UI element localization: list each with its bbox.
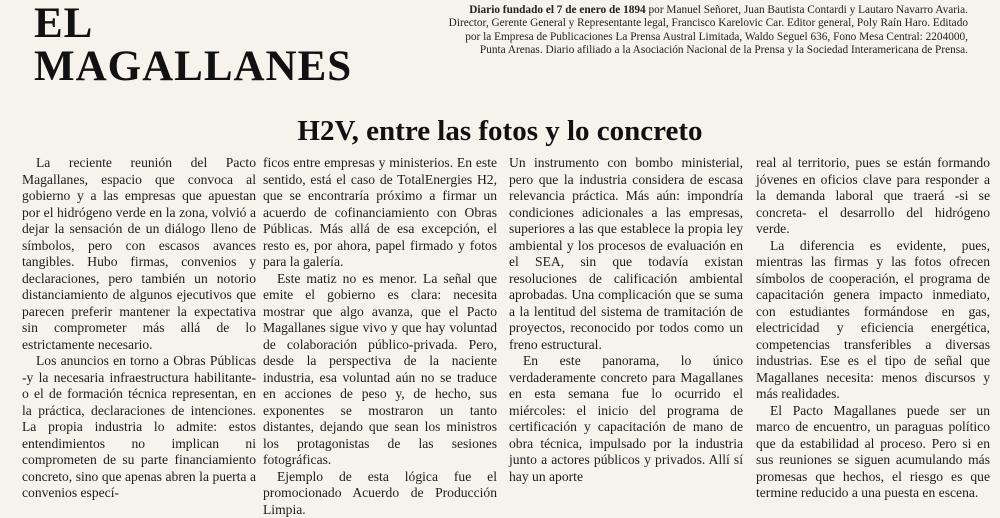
column-2 xyxy=(263,155,497,448)
credits-lead: Diario fundado el 7 de enero de 1894 xyxy=(469,4,645,16)
paragraph: Este matiz no es menor. La señal que emite el gobierno es clara: necesita mostrar que algo avanza, que el Pacto Magallanes sigue vivo y que hay voluntad de colaboración público-privada. Pero, desde la perspectiva de la naciente industria, esa voluntad aún no se traduce en acciones de peso y, de hecho, sus exponentes se mostraron un tanto distantes, dejando que sean los ministros los protagonistas de las sesiones fotográficas. xyxy=(263,271,497,469)
masthead-line-2: MAGALLANES xyxy=(34,45,334,88)
paragraph: Los anuncios en torno a Obras Públicas -y la necesaria infraestructura habilitante- o el de formación técnica representan, en la práctica, declaraciones de intenciones. La propia industria lo admite: estos entendimientos no implican ni comprometen de su parte financiamiento concreto, sino que apenas abren la puerta a convenios especí- xyxy=(22,353,256,502)
newspaper-masthead xyxy=(34,2,334,88)
paragraph: La reciente reunión del Pacto Magallanes, espacio que convoca al gobierno y a las empresas que apuestan por el hidrógeno verde en la zona, volvió a dejar la sensación de un diálogo lleno de símbolos, pero con escasos avances tangibles. Hubo firmas, convenios y declaraciones, pero también un notorio distanciamiento de algunos ejecutivos que parecen preferir mantener la expectativa sin comprometer más allá de lo estrictamente necesario. xyxy=(22,155,256,353)
column-4 xyxy=(756,155,990,448)
paragraph: ficos entre empresas y ministerios. En este sentido, está el caso de TotalEnergies H2, que se encontraría próximo a firmar un acuerdo de cofinanciamiento con Obras Públicas. Más allá de esa excepción, el resto es, por ahora, papel firmado y fotos para la galería. xyxy=(263,155,497,271)
paragraph: El Pacto Magallanes puede ser un marco de encuentro, un paraguas político que da estabilidad al proceso. Pero si en sus reuniones se siguen acumulando más promesas que hechos, el riesgo es que termine reducido a una puesta en escena. xyxy=(756,403,990,502)
paragraph: La diferencia es evidente, pues, mientras las firmas y las fotos ofrecen símbolos de cooperación, el programa de capacitación genera impacto inmediato, con estudiantes formándose en gas, electricidad y eficiencia energética, competencias transferibles a diversas industrias. Ese es el tipo de señal que Magallanes necesita: menos discursos y más realidades. xyxy=(756,238,990,403)
column-1 xyxy=(22,155,256,448)
publication-credits xyxy=(440,4,968,58)
masthead-line-1: EL xyxy=(34,2,334,45)
paragraph: En este panorama, lo único verdaderamente concreto para Magallanes en esta semana fue lo ocurrido el miércoles: el inicio del programa de certificación y capacitación de mano de obra técnica, impulsado por la industria junto a actores públicos y privados. Allí sí hay un aporte xyxy=(509,353,743,485)
editorial-headline: H2V, entre las fotos y lo concreto xyxy=(0,114,1000,148)
paragraph: Ejemplo de esta lógica fue el promocionado Acuerdo de Producción Limpia. xyxy=(263,469,497,518)
paragraph: Un instrumento con bombo ministerial, pero que la industria considera de escasa relevancia práctica. Más aún: impondría condiciones adicionales a las empresas, superiores a las que establece la propia ley ambiental y los procesos de evaluación en el SEA, sin que todavía existan resoluciones de calificación ambiental aprobadas. Una complicación que se suma a la lentitud del sistema de tramitación de proyectos, reconocido por todos como un freno estructural. xyxy=(509,155,743,353)
editorial-body xyxy=(22,155,982,448)
credits-body: por Manuel Señoret, Juan Bautista Contardi y Lautaro Navarro Avaria. Director, Gerente General y Representante legal, Francisco Karelovic Car. Editor general, Poly Raín Haro. Editado por la Empresa de Publicaciones La Prensa Austral Limitada, Waldo Seguel 636, Fono Mesa Central: 2204000, Punta Arenas. Diario afiliado a la Asociación Nacional de la Prensa y la Sociedad Interamericana de Prensa. xyxy=(449,4,968,56)
column-3 xyxy=(509,155,743,448)
paragraph: real al territorio, pues se están formando jóvenes en oficios clave para responder a la demanda laboral que traerá -si se concreta- el desarrollo del hidrógeno verde. xyxy=(756,155,990,238)
